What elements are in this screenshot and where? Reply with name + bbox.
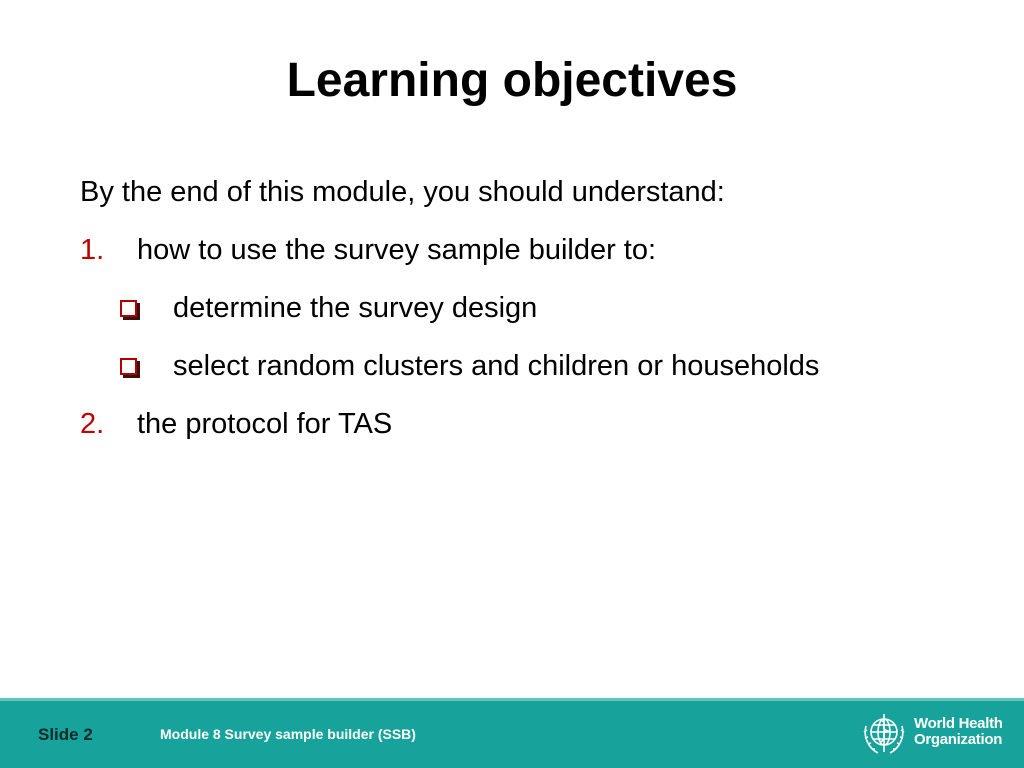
who-logo bbox=[860, 708, 1010, 758]
sub-item-text-2: select random clusters and children or households bbox=[173, 350, 820, 382]
module-title: Module 8 Survey sample builder (SSB) bbox=[160, 726, 416, 742]
who-name bbox=[914, 716, 1003, 748]
intro-text: By the end of this module, you should understand: bbox=[80, 176, 725, 208]
list-number-2: 2. bbox=[80, 408, 105, 440]
sub-item-text-1: determine the survey design bbox=[173, 292, 538, 324]
footer-bar bbox=[0, 698, 1024, 768]
list-number-1: 1. bbox=[80, 234, 105, 266]
slide-number: Slide 2 bbox=[38, 725, 93, 744]
who-emblem-icon bbox=[860, 710, 908, 758]
slide-title: Learning objectives bbox=[286, 54, 738, 107]
list-text-1: how to use the survey sample builder to: bbox=[137, 234, 657, 266]
footer-stripe bbox=[0, 698, 1024, 701]
list-text-2: the protocol for TAS bbox=[137, 408, 393, 440]
square-bullet-icon bbox=[120, 358, 137, 375]
square-bullet-icon bbox=[120, 300, 137, 317]
who-name-line1: World Health bbox=[914, 715, 1003, 732]
who-name-line2: Organization bbox=[914, 731, 1003, 748]
